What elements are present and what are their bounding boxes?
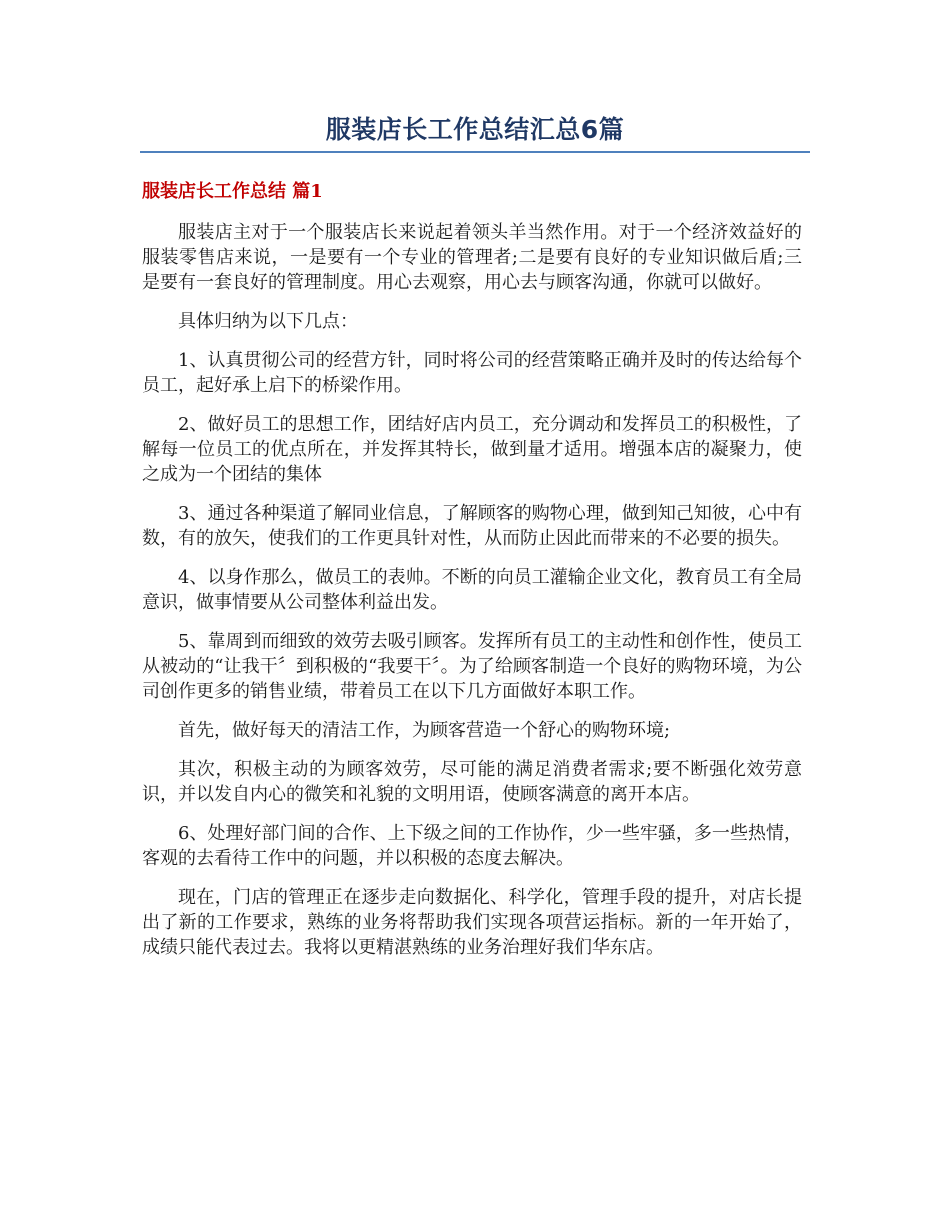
title-underline: [140, 151, 810, 153]
paragraph-1: 服装店主对于一个服装店长来说起着领头羊当然作用。对于一个经济效益好的服装零售店来说，一是要有一个专业的管理者;二是要有良好的专业知识做后盾;三是要有一套良好的管理制度。用心去观察，用心去与顾客沟通，你就可以做好。: [142, 222, 802, 293]
paragraph-9: 其次，积极主动的为顾客效劳，尽可能的满足消费者需求;要不断强化效劳意识，并以发自内心的微笑和礼貌的文明用语，使顾客满意的离开本店。: [142, 759, 802, 805]
paragraph-6: 4、以身作那么，做员工的表帅。不断的向员工灌输企业文化，教育员工有全局意识，做事情要从公司整体利益出发。: [142, 567, 802, 613]
paragraph-11: 现在，门店的管理正在逐步走向数据化、科学化，管理手段的提升，对店长提出了新的工作要求，熟练的业务将帮助我们实现各项营运指标。新的一年开始了，成绩只能代表过去。我将以更精湛熟练的业务治理好我们华东店。: [142, 887, 802, 958]
section-heading: 服装店长工作总结 篇1: [142, 181, 323, 202]
paragraph-7: 5、靠周到而细致的效劳去吸引顾客。发挥所有员工的主动性和创作性，使员工从被动的“让我干〞到积极的“我要干〞。为了给顾客制造一个良好的购物环境，为公司创作更多的销售业绩，带着员工在以下几方面做好本职工作。: [142, 631, 802, 702]
document-title: 服装店长工作总结汇总6篇: [325, 115, 625, 144]
paragraph-2: 具体归纳为以下几点：: [178, 311, 358, 332]
document-body: [142, 220, 802, 974]
paragraph-3: 1、认真贯彻公司的经营方针，同时将公司的经营策略正确并及时的传达给每个员工，起好承上启下的桥梁作用。: [142, 350, 802, 396]
paragraph-4: 2、做好员工的思想工作，团结好店内员工，充分调动和发挥员工的积极性，了解每一位员工的优点所在，并发挥其特长，做到量才适用。增强本店的凝聚力，使之成为一个团结的集体: [142, 414, 802, 485]
paragraph-10: 6、处理好部门间的合作、上下级之间的工作协作，少一些牢骚，多一些热情，客观的去看待工作中的问题，并以积极的态度去解决。: [142, 823, 802, 869]
paragraph-5: 3、通过各种渠道了解同业信息，了解顾客的购物心理，做到知己知彼，心中有数，有的放矢，使我们的工作更具针对性，从而防止因此而带来的不必要的损失。: [142, 503, 802, 549]
paragraph-8: 首先，做好每天的清洁工作，为顾客营造一个舒心的购物环境;: [178, 720, 671, 741]
